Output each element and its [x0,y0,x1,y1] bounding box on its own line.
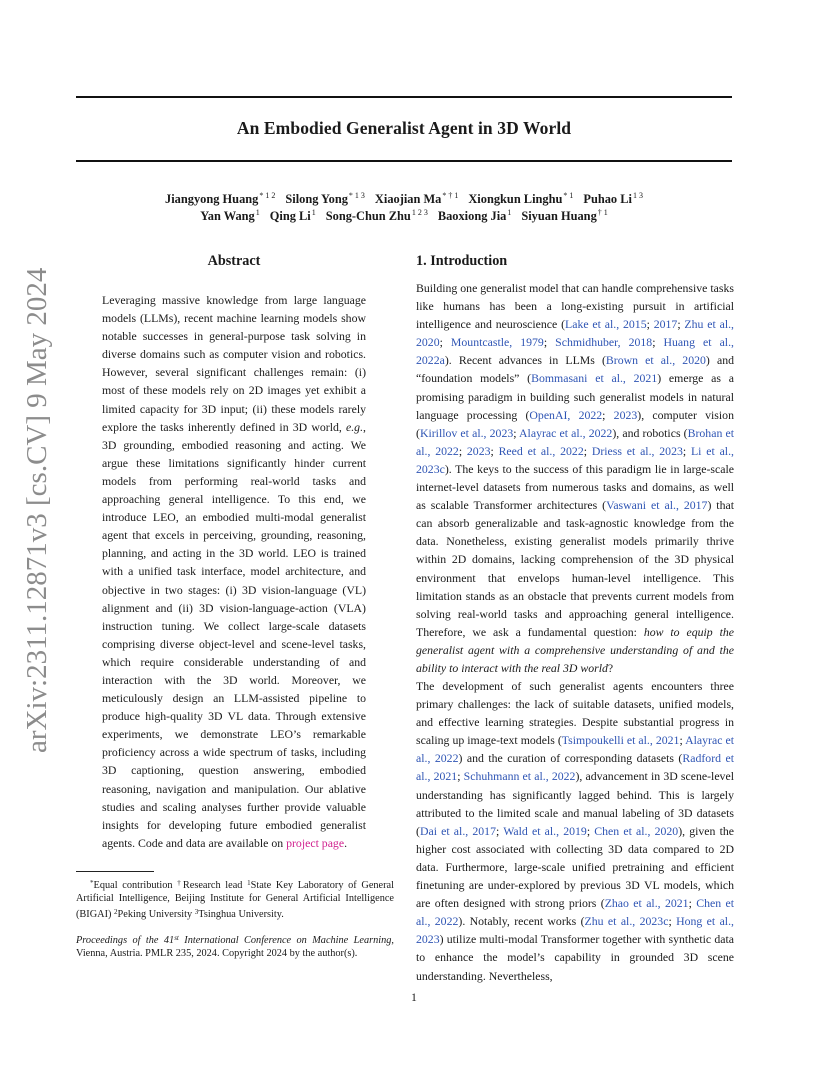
author-name: Xiongkun Linghu$^{* 1}$ [468,191,574,206]
page-number: 1 [411,990,417,1004]
body-text: ; [513,425,520,440]
authors-line-1 [76,191,732,207]
citation-link[interactable]: Schmidhuber, 2018 [555,335,653,350]
body-text: ; [490,443,499,458]
citation-link[interactable]: Zhu et al., 2020 [416,317,734,350]
citation-link[interactable]: 2023 [613,407,638,422]
author-affiliation-marks: * 1 3 [348,191,365,200]
body-text: ). Notably, recent works ( [458,914,585,929]
paper-title: An Embodied Generalist Agent in 3D World [236,118,572,138]
citation-link[interactable]: Vaswani et al., 2017 [606,498,708,513]
body-text: ) and the curation of corresponding datasets ( [458,751,683,766]
citation-link[interactable]: Zhao et al., 2021 [604,896,689,911]
body-text: ). Recent advances in LLMs ( [444,353,606,368]
body-text: ), advancement in 3D scene-level understanding has significantly lagged behind. This is largely attributed to the limited scale and manual labeling of 3D datasets ( [416,769,734,838]
citation-link[interactable]: Bommasani et al., 2021 [531,371,658,386]
footnote-affiliations: *Equal contribution †Research lead $^1$State Key Laboratory of General Artificial Intelligence, Beijing Institute for General Artificial Intelligence (BIGAI) $^2$Peking University $^3$Tsinghua University. [76,879,394,920]
body-text: ). The keys to the success of this paradigm lie in large-scale internet-level datasets from numerous tasks and domains, as well as scalable Transformer architectures ( [416,461,734,513]
author-affiliation-marks: † 1 [597,208,608,217]
citation-link[interactable]: Li et al., 2023c [416,443,734,476]
abstract-heading: Abstract [207,253,261,269]
author-affiliation-marks: * 1 [563,191,574,200]
citation-link[interactable]: Brown et al., 2020 [605,353,706,368]
body-text: ; [652,335,664,350]
body-text: ; [677,317,685,332]
body-text: The development of such generalist agents encounters three primary challenges: the lack of suitable datasets, unified models, and effective learning strategies. Despite substantial progress in scaling up image-text models ( [416,679,734,748]
body-text: ; [439,335,451,350]
body-text: ; [602,407,614,422]
body-text: ) utilize multi-modal Transformer together with synthetic data to enhance the model’s capability in grounded 3D scene understanding. Nevertheless, [416,932,734,983]
intro-paragraph-1 [416,279,734,677]
author-affiliation-marks: 1 [311,208,316,217]
citation-link[interactable]: Kirillov et al., 2023 [419,425,514,440]
author-name: Baoxiong Jia$^1$ [437,208,512,223]
author-name: Siyuan Huang$^{\dagger 1}$ [521,208,608,223]
citation-link[interactable]: Mountcastle, 1979 [450,335,544,350]
author-name: Song-Chun Zhu$^{1 2 3}$ [325,208,428,223]
citation-link[interactable]: Reed et al., 2022 [498,443,584,458]
project-page-link[interactable]: project page [286,835,345,850]
body-text: ) that can absorb generalizable and task-agnostic knowledge from the data. Nonetheless, existing generalist models primarily thrive within 2D domains, lacking comprehension of the 3D physical environment that envelops human-level intelligence. This limitation stands as an obstacle that prevents current models from solving real-world tasks and approaching general intelligence. Therefore, we ask a fundamental question: [416,498,734,639]
citation-link[interactable]: 2023 [466,443,491,458]
author-name: Yan Wang$^1$ [200,208,260,223]
body-text: ), given the higher cost associated with collecting 3D data compared to 2D data. Furthermore, large-scale unified pretraining and efficient finetuning are under-explored by previous 3D VL models, which are often designed with strong priors ( [416,823,735,911]
body-text: ; [458,443,467,458]
author-name: Qing Li$^1$ [269,208,316,223]
citation-link[interactable]: Schuhmann et al., 2022 [463,769,576,784]
abstract-body: Leveraging massive knowledge from large language models (LLMs), recent machine learning models show notable successes in general-purpose task solving in diverse domains such as computer vision and robotics. However, several significant challenges remain: (i) most of these models rely on 2D images yet exhibit a limited capacity for 3D input; (ii) these models rarely explore the tasks inherently defined in 3D world, e.g., 3D grounding, embodied reasoning and acting. We argue these limitations significantly hinder current models from performing real-world tasks and approaching general intelligence. To this end, we introduce LEO, an embodied multi-modal generalist agent that excels in perceiving, grounding, reasoning, planning, and acting in the 3D world. LEO is trained with a unified task interface, model architecture, and objective in two stages: (i) 3D vision-language (VL) alignment and (ii) 3D vision-language-action (VLA) instruction tuning. We collect large-scale datasets comprising diverse object-level and scene-level tasks, which require considerable understanding of and interaction with the 3D world. Moreover, we meticulously design an LLM-assisted pipeline to produce high-quality 3D VL data. Through extensive experiments, we demonstrate LEO’s remarkable proficiency across a wide spectrum of tasks, including 3D captioning, question answering, embodied reasoning, navigation and manipulation. Our ablative studies and scaling analyses further provide valuable insights for developing future embodied generalist agents. Code and data are available on project page. [102,293,366,850]
introduction-heading: 1. Introduction [416,253,508,269]
body-text: Building one generalist model that can handle comprehensive tasks like humans has been a long-existing pursuit in artificial intelligence and neuroscience ( [416,281,734,332]
citation-link[interactable]: Chen et al., 2022 [416,896,735,929]
citation-link[interactable]: Tsimpoukelli et al., 2021 [561,733,680,748]
citation-link[interactable]: Brohan et al., 2022 [416,425,734,458]
citation-link[interactable]: Lake et al., 2015 [565,317,647,332]
body-text: ; [682,443,691,458]
citation-link[interactable]: Hong et al., 2023 [416,914,734,947]
author-name: Xiaojian $Ma^{* \dagger 1}$ [374,191,459,206]
body-text: ; [679,733,686,748]
body-text: ; [495,823,504,838]
author-affiliation-marks: 1 3 [632,191,643,200]
citation-link[interactable]: Huang et al., 2022a [416,335,734,368]
author-affiliation-marks: 1 [255,208,260,217]
body-text: ; [543,335,556,350]
author-affiliation-marks: * † 1 [442,191,459,200]
title-bottom-rule [76,160,732,162]
author-affiliation-marks: * 1 2 [259,191,276,200]
emphasized-text: how to equip the generalist agent with a comprehensive understanding of and the ability to interact with the real 3D world [416,624,734,675]
body-text: ; [457,769,464,784]
author-name: Silong Yong$^{* 1 3}$ [285,191,365,206]
top-rule [76,96,732,98]
body-text: ; [646,317,654,332]
author-affiliation-marks: 1 2 3 [411,208,428,217]
authors-line-2 [76,208,732,224]
author-name: Puhao $Li^{1 3}$ [583,191,643,206]
body-text: ), computer vision ( [416,407,734,440]
citation-link[interactable]: Zhu et al., 2023c [584,914,669,929]
body-text: ) emerge as a promising paradigm in building such generalist models in natural language processing ( [416,371,734,422]
author-name: Jiangyong Huang$^{* 1 2}$ [165,191,276,206]
citation-link[interactable]: Alayrac et al., 2022 [519,425,613,440]
arxiv-stamp: arXiv:2311.12871v3 [cs.CV] 9 May 2024 [21,267,53,753]
citation-link[interactable]: OpenAI, 2022 [529,407,603,422]
body-text: ; [586,823,595,838]
footnote-rule [76,871,154,872]
body-text: ; [688,896,697,911]
body-text: ; [583,443,592,458]
citation-link[interactable]: Radford et al., 2021 [416,751,734,784]
body-text: ), and robotics ( [612,425,688,440]
body-text: ; [668,914,677,929]
citation-link[interactable]: Dai et al., 2017 [419,823,496,838]
author-affiliation-marks: 1 [507,208,512,217]
citation-link[interactable]: Alayrac et al., 2022 [416,733,734,766]
citation-link[interactable]: Wald et al., 2019 [503,823,587,838]
body-text: ) and “foundation models” ( [416,353,734,386]
proceedings-note: Proceedings of the 41st International Conference on Machine Learning, Vienna, Austria. PMLR 235, 2024. Copyright 2024 by the author(s). [76,934,394,960]
citation-link[interactable]: Chen et al., 2020 [594,823,679,838]
citation-link[interactable]: Driess et al., 2023 [591,443,683,458]
body-text: ? [607,660,614,675]
citation-link[interactable]: 2017 [653,317,678,332]
intro-paragraph-2 [416,677,734,985]
